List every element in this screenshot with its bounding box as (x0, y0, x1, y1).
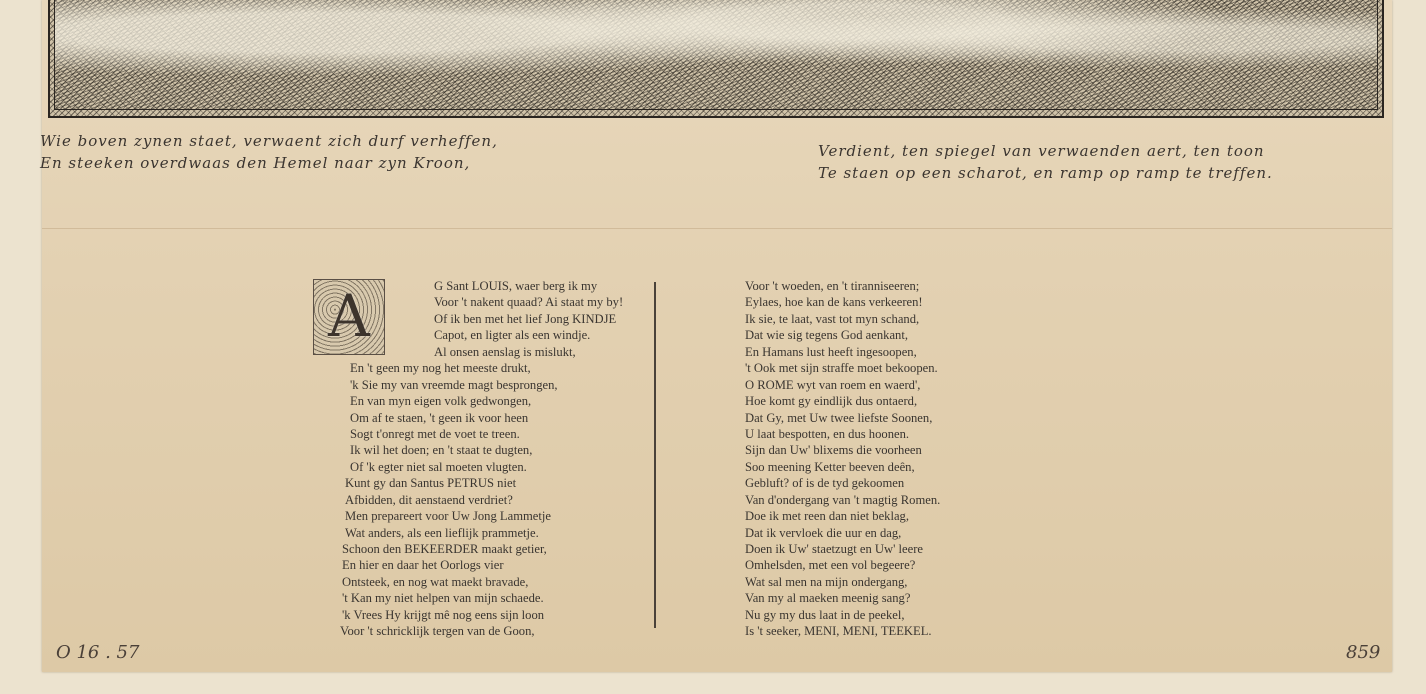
poem-line: Sogt t'onregt met de voet te treen. (350, 426, 520, 441)
poem-line: Voor 't woeden, en 't tiranniseeren; (745, 279, 920, 293)
poem-line: Ik sie, te laat, vast tot myn schand, (745, 311, 920, 326)
poem-line: Al onsen aenslag is mislukt, (434, 344, 576, 359)
poem-line: 'k Sie my van vreemde magt besprongen, (350, 377, 558, 392)
paper-fold-line (42, 228, 1392, 229)
poem-line: Eylaes, hoe kan de kans verkeeren! (745, 295, 923, 310)
poem-line: Men prepareert voor Uw Jong Lammetje (345, 509, 551, 524)
inventory-note-right: 859 (1346, 642, 1381, 663)
caption-right-line: Verdient, ten spiegel van verwaenden aert, ten toon (818, 142, 1265, 160)
poem-line: 't Kan my niet helpen van mijn schaede. (342, 591, 544, 606)
poem-line: Voor 't nakent quaad? Ai staat my by! (434, 295, 624, 310)
poem-line: 't Ook met sijn straffe moet bekoopen. (745, 361, 938, 376)
drop-cap-letter: A (328, 282, 370, 350)
poem-line: Dat ik vervloek die uur en dag, (745, 525, 902, 540)
poem-line: Doe ik met reen dan niet beklag, (745, 509, 910, 524)
poem-line: Dat wie sig tegens God aenkant, (745, 328, 908, 343)
poem-line: Dat Gy, met Uw twee liefste Soonen, (745, 410, 933, 425)
poem-line: Ik wil het doen; en 't staat te dugten, (350, 443, 533, 458)
caption-right-line: Te staen op een scharot, en ramp op ramp te treffen. (818, 164, 1273, 182)
caption-right (818, 140, 1273, 184)
poem-line: Of ik ben met het lief Jong KINDJE (434, 311, 617, 326)
inventory-note-left: O 16 . 57 (56, 642, 140, 663)
poem-line: Van d'ondergang van 't magtig Romen. (745, 492, 941, 507)
poem-line: 'k Vrees Hy krijgt mê nog eens sijn loon (342, 607, 545, 622)
poem-line: Hoe komt gy eindlijk dus ontaerd, (745, 394, 918, 409)
poem-line: Wat anders, als een lieflijk prammetje. (345, 525, 539, 540)
poem-line: Omhelsden, met een vol begeere? (745, 558, 916, 573)
poem-line: Nu gy my dus laat in de peekel, (745, 607, 905, 622)
caption-left-line: Wie boven zynen staet, verwaent zich durf verheffen, (40, 132, 498, 150)
poem-line: Sijn dan Uw' blixems die voorheen (745, 443, 922, 458)
poem-line: Doen ik Uw' staetzugt en Uw' leere (745, 542, 923, 556)
poem-line: Schoon den BEKEERDER maakt getier, (342, 542, 547, 556)
column-divider (654, 282, 656, 628)
poem-line: Is 't seeker, MENI, MENI, TEEKEL. (745, 624, 932, 639)
poem-line: Capot, en ligter als een windje. (434, 328, 591, 343)
poem-line: Voor 't schricklijk tergen van de Goon, (340, 624, 535, 639)
poem-line: En Hamans lust heeft ingesoopen, (745, 344, 917, 359)
poem-line: Soo meening Ketter beeven deên, (745, 459, 915, 474)
poem-line: Van my al maeken meenig sang? (745, 591, 911, 606)
poem-line: U laat bespotten, en dus hoonen. (745, 426, 910, 441)
engraving-scene (54, 0, 1378, 110)
caption-left-line: En steeken overdwaas den Hemel naar zyn Kroon, (40, 154, 471, 172)
poem-line: Om af te staen, 't geen ik voor heen (350, 410, 529, 425)
poem-line: Gebluft? of is de tyd gekoomen (745, 476, 905, 491)
poem-line: Wat sal men na mijn ondergang, (745, 574, 908, 589)
poem-line: En hier en daar het Oorlogs vier (342, 558, 504, 573)
poem-line: Kunt gy dan Santus PETRUS niet (345, 476, 517, 491)
poem-line: G Sant LOUIS, waer berg ik my (434, 279, 598, 293)
poem-line: En 't geen my nog het meeste drukt, (350, 361, 531, 376)
poem-line: Afbidden, dit aenstaend verdriet? (345, 492, 513, 507)
poem-line: O ROME wyt van roem en waerd', (745, 377, 921, 392)
poem-column-right (703, 278, 1003, 640)
caption-left (40, 130, 498, 174)
poem-line: En van myn eigen volk gedwongen, (350, 394, 532, 409)
poem-line: Ontsteek, en nog wat maekt bravade, (342, 574, 529, 589)
poem-column-left (300, 278, 630, 640)
engraving-illustration (48, 0, 1384, 118)
poem-line: Of 'k egter niet sal moeten vlugten. (350, 459, 527, 474)
